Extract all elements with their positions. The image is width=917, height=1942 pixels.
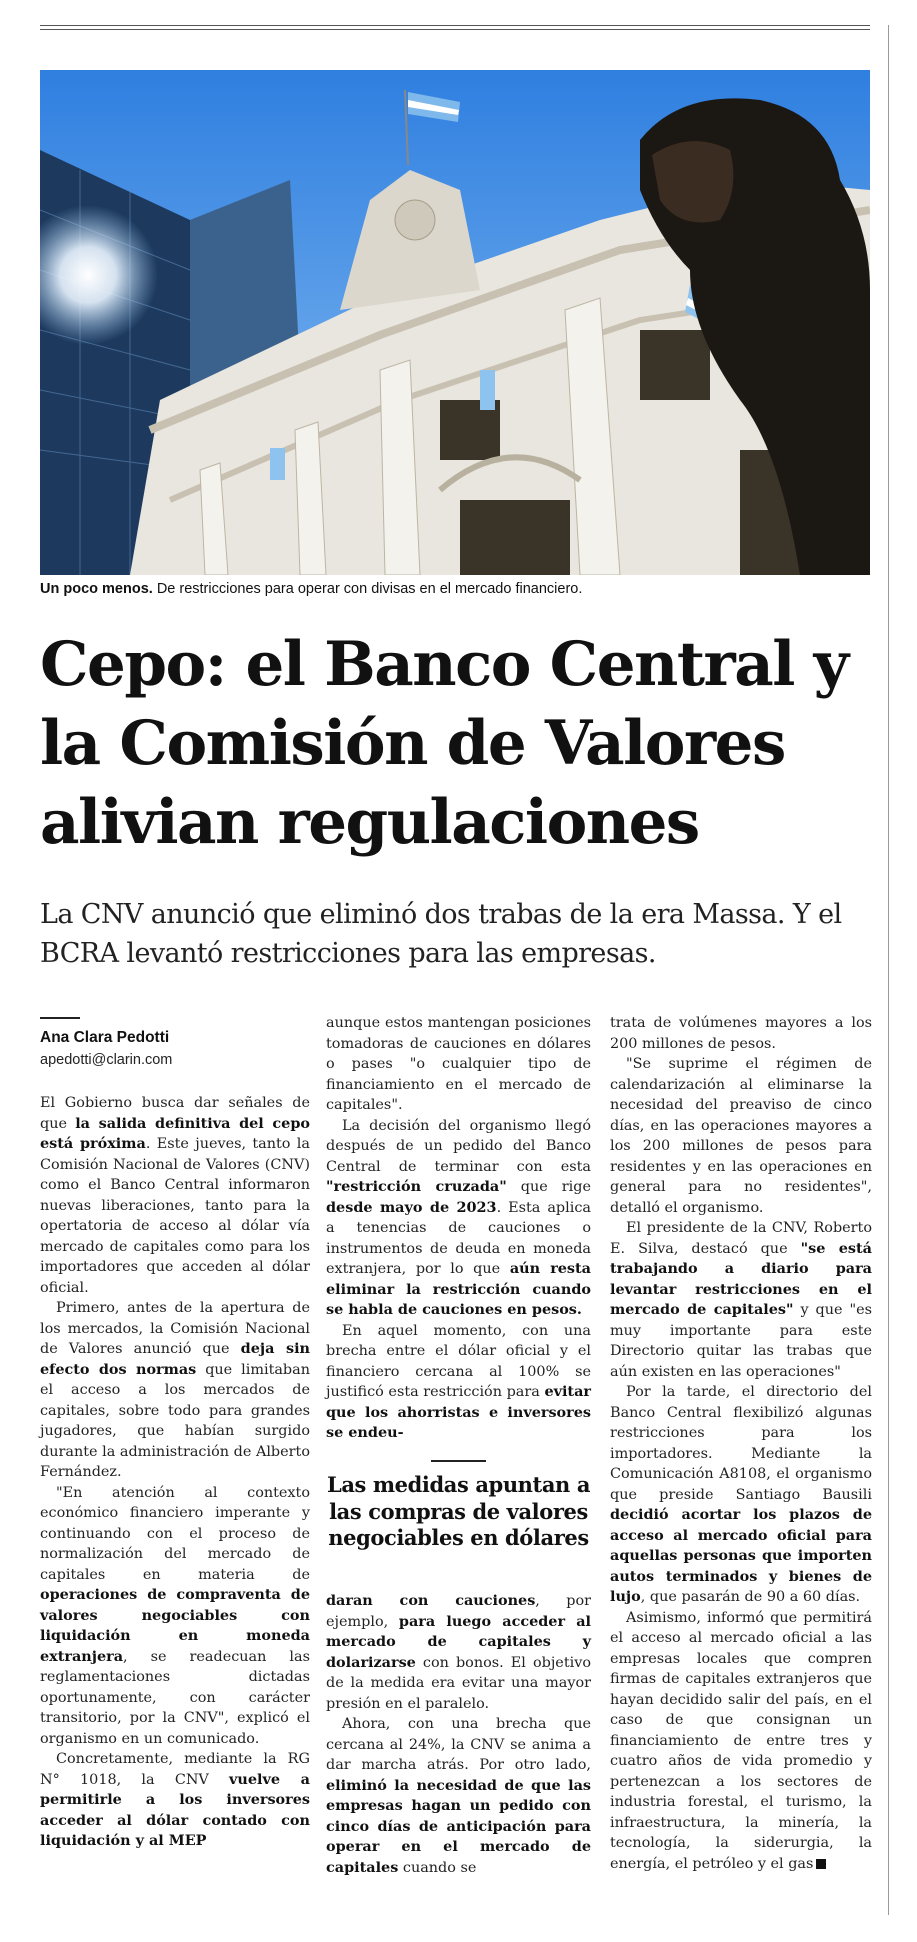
caption-text: De restricciones para operar con divisas en el mercado financiero. (152, 581, 583, 597)
pullquote-rule (431, 1460, 486, 1462)
column-3 (610, 1013, 872, 1874)
column-2-continued (326, 1591, 591, 1878)
paragraph: Concretamente, mediante la RG N° 1018, la CNV vuelve a permitirle a los inversores acceder al dólar contado con liquidación y al MEP (40, 1751, 310, 1849)
paragraph: "En atención al contexto económico financiero imperante y continuando con el proceso de normalización del mercado de capitales en materia de operaciones de compraventa de valores negociables con liquidación en moneda extranjera, se readecuan las reglamentaciones dictadas oportunamente, con carácter transitorio, por la CNV", explicó el organismo en un comunicado. (40, 1484, 310, 1747)
paragraph: aunque estos mantengan posiciones tomadoras de cauciones en dólares o pases "o cualquier tipo de financiamiento en el mercado de capitales". (326, 1015, 591, 1113)
photo-caption (40, 581, 870, 597)
paragraph: El Gobierno busca dar señales de que la salida definitiva del cepo está próxima. Este jueves, tanto la Comisión Nacional de Valores (CNV) como el Banco Central informaron nuevas liberaciones, tanto para la opertatoria de acceso al dólar vía mercado de capitales como para los importadores que acceden al dólar oficial. (40, 1095, 310, 1296)
paragraph: Ahora, con una brecha que cercana al 24%, la CNV se anima a dar marcha atrás. Por otro lado, eliminó la necesidad de que las empresas hagan un pedido con cinco días de anticipación para operar en el mercado de capitales cuando se (326, 1716, 591, 1876)
paragraph: daran con cauciones, por ejemplo, para luego acceder al mercado de capitales y dolarizarse con bonos. El objetivo de la medida era evitar una mayor presión en el paralelo. (326, 1592, 591, 1712)
headline: Cepo: el Banco Central y la Comisión de Valores alivian regulaciones (40, 629, 848, 858)
paragraph: Por la tarde, el directorio del Banco Central flexibilizó algunas restricciones para los importadores. Mediante la Comunicación A8108, el organismo que preside Santiago Bausili decidió acortar los plazos de acceso al mercado oficial para aquellas personas que importen autos terminados y bienes de lujo, que pasarán de 90 a 60 días. (610, 1384, 872, 1605)
author-name: Ana Clara Pedotti (40, 1029, 170, 1046)
paragraph: "Se suprime el régimen de calendarización al eliminarse la necesidad del preaviso de cinco días, en las operaciones mayores a los 200 millones de pesos para residentes y en las operaciones en general para no residentes", detalló el organismo. (610, 1056, 872, 1216)
subheadline: La CNV anunció que eliminó dos trabas de la era Massa. Y el BCRA levantó restricciones para las empresas. (40, 899, 842, 969)
end-mark (816, 1859, 826, 1869)
column-2 (326, 1013, 591, 1444)
paragraph: El presidente de la CNV, Roberto E. Silva, destacó que "se está trabajando a diario para levantar restricciones en el mercado de capitales" y que "es muy importante para este Directorio quitar las trabas que aún existen en las operaciones" (610, 1220, 873, 1380)
top-rule (40, 25, 870, 30)
caption-lead: Un poco menos. (40, 581, 153, 597)
article-photo (40, 70, 870, 575)
paragraph: trata de volúmenes mayores a los 200 millones de pesos. (610, 1015, 872, 1052)
paragraph: En aquel momento, con una brecha entre el dólar oficial y el financiero cercana al 100% se justificó esta restricción para evitar que los ahorristas e inversores se endeu- (326, 1322, 591, 1441)
paragraph: Primero, antes de la apertura de los mercados, la Comisión Nacional de Valores anunció que deja sin efecto dos normas que limitaban el acceso a los mercados de capitales, sobre todo para grandes jugadores, que habían surgido durante la administración de Alberto Fernández. (40, 1300, 310, 1480)
pullquote: Las medidas apuntan a las compras de valores negociables en dólares (326, 1472, 591, 1550)
column-1 (40, 1093, 310, 1852)
paragraph: Asimismo, informó que permitirá el acceso al mercado oficial a las empresas locales que compren firmas de capitales extranjeros que hayan decidido salir del país, en el caso de que consignan un financiamiento de entre tres y cuatro años de vida promedio y pertenezcan a los sectores de industria forestal, el turismo, la infraestructura, la minería, la tecnología, la siderurgia, la energía, el petróleo y el gas (610, 1609, 872, 1872)
paragraph: La decisión del organismo llegó después de un pedido del Banco Central de terminar con esta "restricción cruzada" que rige desde mayo de 2023. Esta aplica a tenencias de cauciones o instrumentos de deuda en moneda extranjera, por lo que aún resta eliminar la restricción cuando se habla de cauciones en pesos. (326, 1117, 592, 1318)
byline-rule (40, 1017, 80, 1019)
author-email[interactable]: apedotti@clarin.com (40, 1052, 173, 1068)
